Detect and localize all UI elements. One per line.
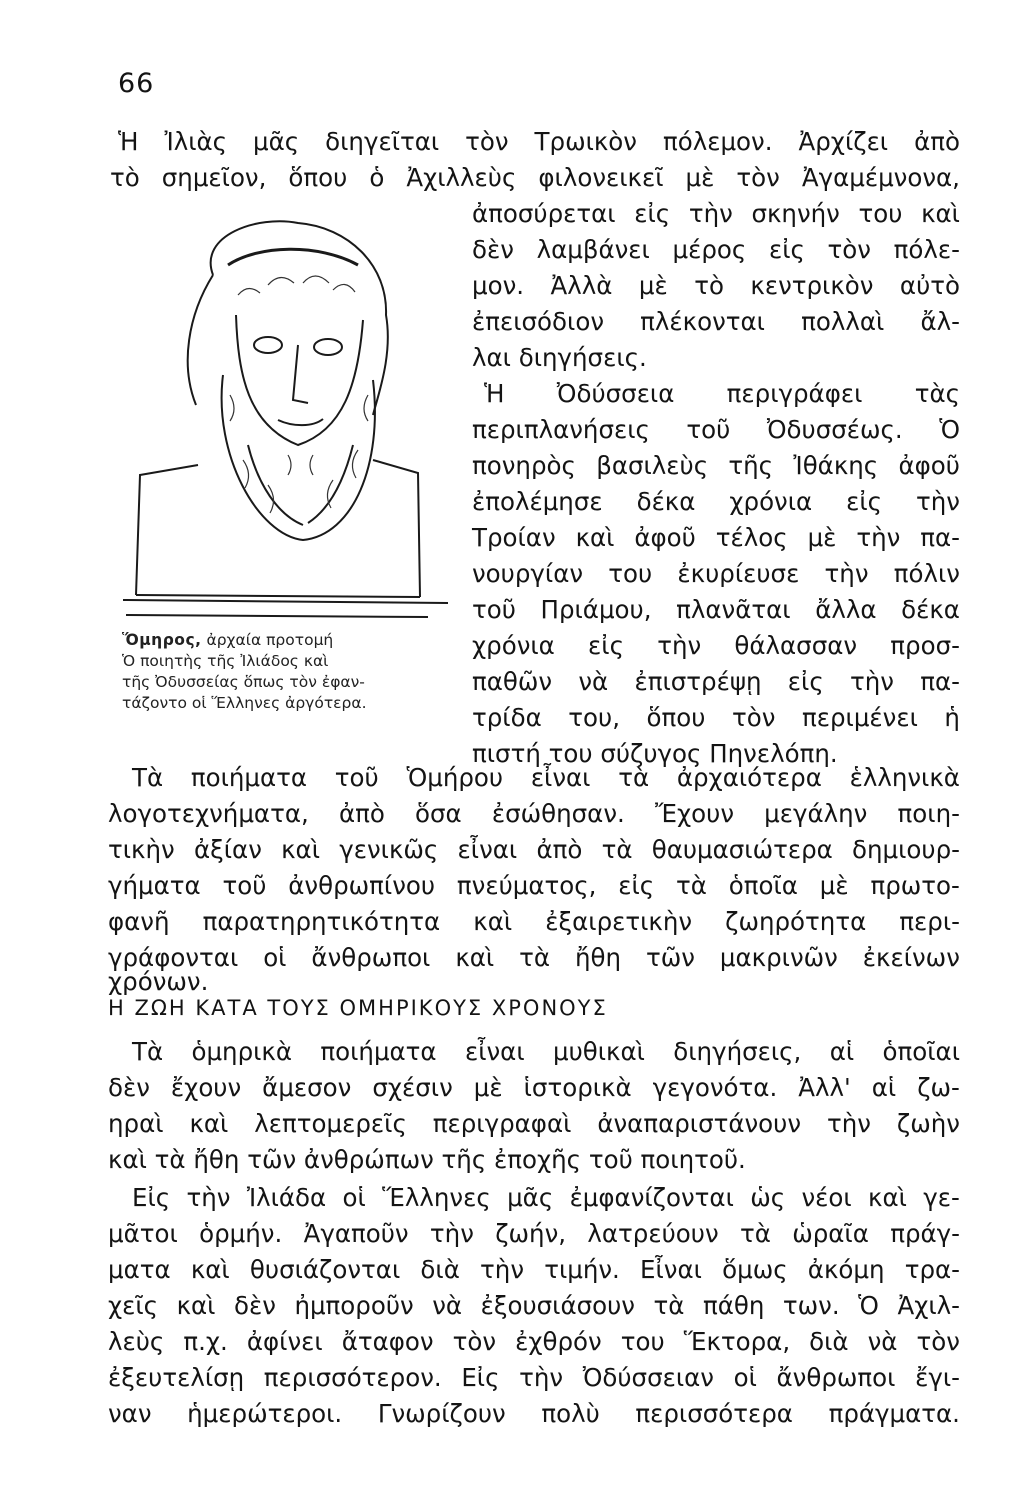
text-line (108, 1362, 960, 1394)
word: ἐπεισόδιον (472, 307, 604, 336)
text-line (472, 306, 960, 338)
word: μον. (472, 271, 525, 300)
word: δέκα (901, 595, 960, 624)
word: Ἰλιὰς (164, 127, 228, 156)
word: ἀναπαριστάνουν (597, 1109, 802, 1138)
word: μὲ (638, 271, 668, 300)
word: τὰ (519, 943, 551, 972)
text-line (472, 702, 960, 734)
word: σημεῖον, (161, 163, 267, 192)
word: τὴν (856, 523, 901, 552)
word: διηγήσεις, (673, 1037, 802, 1066)
text-line (472, 450, 960, 482)
word: οἱ (263, 943, 287, 972)
word: μακρινῶν (719, 943, 838, 972)
word: τὸν (465, 127, 509, 156)
word: τέλος (715, 523, 788, 552)
word: εἰς (846, 487, 883, 516)
text-line (472, 342, 960, 374)
word: βασιλεὺς (596, 451, 709, 480)
text-line (108, 1072, 960, 1104)
word: τὸ (694, 271, 724, 300)
word: πόλε- (893, 235, 960, 264)
word: τὴν (519, 1363, 564, 1392)
word: μὲ (807, 523, 837, 552)
text-line (132, 1036, 960, 1068)
word: ἔχουν (170, 1073, 242, 1102)
word: γε- (923, 1183, 960, 1212)
text-line (108, 1254, 960, 1286)
text-line (472, 594, 960, 626)
word: ἀπὸ (914, 127, 960, 156)
word: πονηρὸς (472, 451, 576, 480)
word: καὶ (176, 1291, 216, 1320)
word: τὴν (826, 1109, 871, 1138)
word: Ἕκτορα, (683, 1327, 791, 1356)
word: λαμβάνει (536, 235, 650, 264)
word: δὲν (108, 1073, 150, 1102)
word: ἀπὸ (338, 799, 385, 828)
word: ὁ (369, 163, 385, 192)
word: τὸ (110, 163, 140, 192)
word: εἶναι (464, 1037, 525, 1066)
word: λατρεύουν (587, 1219, 719, 1248)
text-line (108, 798, 960, 830)
word: Τροίαν (472, 523, 556, 552)
word: πα- (920, 667, 960, 696)
word: ναν (108, 1399, 152, 1428)
word: Πριάμου, (540, 595, 652, 624)
word: παρατηρητικότητα (202, 907, 441, 936)
word: Ἀχιλλεὺς (406, 163, 517, 192)
caption-subtitle: ἀρχαία προτομή (206, 631, 334, 649)
line-text: χρόνων. (108, 967, 209, 996)
word: τὴν (186, 1183, 231, 1212)
word: Ἰλιάδα (246, 1183, 327, 1212)
word: παθῶν (472, 667, 553, 696)
word: ὅπου (646, 703, 706, 732)
word: Ὀδύσσεια (556, 379, 675, 408)
word: μὲ (819, 871, 849, 900)
word: Εἰς (461, 1363, 500, 1392)
word: τρα- (904, 1255, 960, 1284)
word: τὴν (657, 631, 702, 660)
word: καὶ (455, 943, 495, 972)
word: ἑλληνικὰ (849, 763, 960, 792)
word: εἰς (787, 667, 824, 696)
word: Ἕλληνες (382, 1183, 491, 1212)
word: φανῆ (108, 907, 170, 936)
bust-drawing (118, 205, 448, 625)
word: ὁμηρικὰ (191, 1037, 293, 1066)
word: καὶ (473, 907, 513, 936)
word: Τὰ (132, 763, 164, 792)
word: ἐκυρίευσε (677, 559, 800, 588)
word: ἄταφον (341, 1327, 434, 1356)
word: καὶ (190, 1255, 230, 1284)
word: εἶναι (457, 835, 518, 864)
word: τρίδα (472, 703, 542, 732)
word: Ἀγαποῦν (303, 1219, 409, 1248)
word: τὴν (849, 667, 894, 696)
word: π.χ. (183, 1327, 228, 1356)
word: τὰ (653, 1291, 685, 1320)
line-text: λαι διηγήσεις. (472, 343, 647, 372)
text-line (472, 486, 960, 518)
word: ἀφοῦ (898, 451, 960, 480)
text-line (108, 1326, 960, 1358)
word: του, (568, 703, 620, 732)
word: ποιη- (897, 799, 960, 828)
word: του (858, 199, 903, 228)
page-number: 66 (118, 68, 155, 99)
homer-bust-illustration (118, 205, 448, 625)
word: ὁρμήν. (199, 1219, 283, 1248)
word: θαυμασιώτερα (651, 835, 833, 864)
word: οἱ (733, 1363, 757, 1392)
word: τοῦ (222, 871, 267, 900)
word: πολλαὶ (801, 307, 885, 336)
word: ὁποῖαι (882, 1037, 960, 1066)
word: δημιουρ- (852, 835, 960, 864)
word: χεῖς (108, 1291, 159, 1320)
word: ἀξίαν (193, 835, 262, 864)
word: ἔγι- (915, 1363, 960, 1392)
line-text: καὶ τὰ ἤθη τῶν ἀνθρώπων τῆς ἐποχῆς τοῦ ποιητοῦ. (108, 1145, 746, 1174)
word: μᾶς (507, 1183, 554, 1212)
word: σκηνήν (751, 199, 840, 228)
word: ἐξουσιάσουν (480, 1291, 635, 1320)
word: πλέκονται (640, 307, 765, 336)
word: πόλιν (893, 559, 960, 588)
word: εἰς (618, 871, 655, 900)
word: ἐμφανίζονται (569, 1183, 734, 1212)
word: Ὁ (939, 415, 960, 444)
word: λογοτεχνήματα, (108, 799, 309, 828)
word: ζω- (917, 1073, 960, 1102)
word: δὲν (472, 235, 514, 264)
word: ἄλλα (815, 595, 877, 624)
word: μέρος (672, 235, 747, 264)
word: τικὴν (108, 835, 175, 864)
word: πόλεμον. (662, 127, 773, 156)
word: Ἰθάκης (793, 451, 879, 480)
word: νὰ (432, 1291, 463, 1320)
word: δέκα (636, 487, 696, 516)
word: ἡ (944, 703, 960, 732)
word: τὸν (452, 1327, 497, 1356)
word: τὸν (827, 235, 871, 264)
word: μυθικαὶ (552, 1037, 645, 1066)
text-line (472, 522, 960, 554)
word: Εἶναι (640, 1255, 702, 1284)
text-line (108, 1398, 960, 1430)
word: προσ- (890, 631, 960, 660)
word: ἐσώθησαν. (491, 799, 625, 828)
figure-caption (122, 630, 452, 714)
word: πλανᾶται (676, 595, 791, 624)
word: πρωτο- (870, 871, 960, 900)
word: Τρωικὸν (534, 127, 637, 156)
word: θάλασσαν (734, 631, 858, 660)
word: Ἀχιλ- (897, 1291, 960, 1320)
word: Εἰς (132, 1183, 171, 1212)
word: χρόνια (472, 631, 555, 660)
word: πα- (920, 523, 960, 552)
text-line (108, 1144, 960, 1176)
word: λεπτομερεῖς (254, 1109, 407, 1138)
word: ἐχθρόν (515, 1327, 602, 1356)
word: Ὁ (858, 1291, 879, 1320)
word: Τὰ (132, 1037, 164, 1066)
word: ματα (108, 1255, 171, 1284)
text-line (472, 198, 960, 230)
word: γενικῶς (339, 835, 439, 864)
text-line (108, 1290, 960, 1322)
caption-line: Ὁ ποιητὴς τῆς Ἰλιάδος καὶ (122, 652, 329, 670)
word: μὲ (473, 1073, 503, 1102)
word: θυσιάζονται (249, 1255, 401, 1284)
word: ἀρχαιότερα (676, 763, 822, 792)
word: καὶ (921, 199, 960, 228)
word: περιγράφει (726, 379, 863, 408)
word: ποιήματα (190, 763, 308, 792)
word: Ἡ (484, 379, 505, 408)
word: οἱ (342, 1183, 366, 1212)
word: πνεύματος, (456, 871, 597, 900)
word: τὰ (739, 1219, 771, 1248)
word: περιμένει (801, 703, 918, 732)
word: εἰς (634, 199, 671, 228)
word: ἀκόμη (807, 1255, 885, 1284)
word: τὰ (601, 835, 633, 864)
word: ἀφοῦ (634, 523, 696, 552)
word: τῆς (728, 451, 774, 480)
word: τὴν (429, 1219, 474, 1248)
text-line (108, 1108, 960, 1140)
word: ὡραῖα (792, 1219, 869, 1248)
word: τοῦ (686, 415, 731, 444)
word: δὲν (234, 1291, 276, 1320)
word: ηραὶ (108, 1109, 164, 1138)
word: Ὁμήρου (406, 763, 504, 792)
word: ἄμεσον (262, 1073, 352, 1102)
word: διηγεῖται (325, 127, 440, 156)
text-line (472, 558, 960, 590)
word: Γνωρίζουν (377, 1399, 506, 1428)
word: περισσότερον. (263, 1363, 442, 1392)
word: κεντρικὸν (750, 271, 874, 300)
word: τὴν (688, 199, 733, 228)
word: ἐξευτελίσῃ (108, 1363, 245, 1392)
word: γήματα (108, 871, 201, 900)
word: ἡμερώτεροι. (187, 1399, 343, 1428)
word: μᾶς (253, 127, 300, 156)
word: Ἀλλ' (798, 1073, 851, 1102)
word: πράγ- (890, 1219, 960, 1248)
word: περιπλανήσεις (472, 415, 650, 444)
word: τὸν (916, 1327, 960, 1356)
word: τὸν (736, 163, 780, 192)
word: Ἀλλὰ (550, 271, 613, 300)
line-text: πιστή του σύζυγος Πηνελόπη. (472, 739, 838, 768)
text-line (108, 870, 960, 902)
word: εἰς (768, 235, 805, 264)
word: ἐπιστρέψῃ (634, 667, 762, 696)
word: τῶν (646, 943, 695, 972)
word: πολὺ (541, 1399, 600, 1428)
word: ἐπολέμησε (472, 487, 603, 516)
word: περι- (899, 907, 960, 936)
word: νέοι (801, 1183, 852, 1212)
word: ὅσα (415, 799, 462, 828)
word: αἱ (829, 1037, 855, 1066)
word: ἀποσύρεται (472, 199, 616, 228)
word: τὰ (618, 763, 650, 792)
word: Ὀδύσσειαν (582, 1363, 714, 1392)
word: πάθη (702, 1291, 765, 1320)
word: ἤθη (575, 943, 622, 972)
word: αἱ (871, 1073, 897, 1102)
word: διὰ (809, 1327, 849, 1356)
text-line (108, 1218, 960, 1250)
caption-title: Ὅμηρος, (122, 631, 202, 649)
caption-line (122, 630, 452, 651)
word: ἀνθρωπίνου (288, 871, 436, 900)
word: ἠμποροῦν (294, 1291, 414, 1320)
text-line (108, 906, 960, 938)
word: εἰς (588, 631, 624, 660)
text-line (108, 834, 960, 866)
text-line (132, 1182, 960, 1214)
text-line (132, 762, 960, 794)
word: ἐξαιρετικὴν (545, 907, 693, 936)
word: καὶ (575, 523, 615, 552)
word: Ὀδυσσέως. (766, 415, 903, 444)
text-line (472, 414, 960, 446)
word: νὰ (578, 667, 609, 696)
word: τὰς (914, 379, 960, 408)
word: ζωήν, (495, 1219, 567, 1248)
word: αὐτὸ (899, 271, 960, 300)
word: διὰ (420, 1255, 460, 1284)
word: τὸν (732, 703, 776, 732)
word: καὶ (189, 1109, 229, 1138)
caption-line: τῆς Ὀδυσσείας ὅπως τὸν ἐφαν- (122, 673, 365, 691)
word: ὁποῖα (728, 871, 798, 900)
word: ἄνθρωποι (311, 943, 431, 972)
text-line (110, 162, 960, 194)
word: μὲ (685, 163, 715, 192)
word: τὴν (916, 487, 960, 516)
text-line (484, 378, 960, 410)
word: λεὺς (108, 1327, 165, 1356)
word: Ἀγαμέμνονα, (801, 163, 960, 192)
word: περισσότερα (635, 1399, 793, 1428)
word: ἀφίνει (246, 1327, 323, 1356)
word: Ἡ (118, 127, 139, 156)
word: καὶ (281, 835, 320, 864)
word: τοῦ (334, 763, 379, 792)
section-heading: Η ΖΩΗ ΚΑΤΑ ΤΟΥΣ ΟΜΗΡΙΚΟΥΣ ΧΡΟΝΟΥΣ (108, 996, 608, 1020)
word: πράγματα. (828, 1399, 960, 1428)
word: ἀπὸ (536, 835, 583, 864)
word: ὅπου (288, 163, 348, 192)
word: γράφονται (108, 943, 239, 972)
word: μᾶτοι (108, 1219, 178, 1248)
word: καὶ (868, 1183, 907, 1212)
word: μεγάλην (764, 799, 868, 828)
text-line (472, 234, 960, 266)
word: ζωηρότητα (725, 907, 867, 936)
word: ἱστορικὰ (523, 1073, 632, 1102)
word: των. (782, 1291, 840, 1320)
word: Ἀρχίζει (798, 127, 889, 156)
word: ἄλ- (920, 307, 960, 336)
word: εἶναι (530, 763, 591, 792)
word: τοῦ (472, 595, 516, 624)
word: ἄνθρωποι (776, 1363, 896, 1392)
word: γεγονότα. (652, 1073, 778, 1102)
caption-line: τάζοντο οἱ Ἕλληνες ἀργότερα. (122, 694, 367, 712)
word: ὡς (750, 1183, 786, 1212)
word: χρόνια (729, 487, 813, 516)
word: φιλονεικεῖ (538, 163, 664, 192)
word: ζωὴν (896, 1109, 960, 1138)
word: τὴν (824, 559, 869, 588)
word: τιμήν. (544, 1255, 620, 1284)
text-line (108, 966, 960, 998)
word: νὰ (867, 1327, 898, 1356)
text-line (472, 630, 960, 662)
text-line (118, 126, 960, 158)
word: σχέσιν (372, 1073, 453, 1102)
word: τὴν (480, 1255, 525, 1284)
text-line (472, 666, 960, 698)
word: τὰ (676, 871, 707, 900)
text-line (472, 270, 960, 302)
word: του (620, 1327, 665, 1356)
word: ποιήματα (320, 1037, 437, 1066)
word: ἐκείνων (862, 943, 960, 972)
word: ὅμως (722, 1255, 788, 1284)
word: του (608, 559, 653, 588)
word: περιγραφαὶ (432, 1109, 572, 1138)
word: νουργίαν (472, 559, 584, 588)
word: Ἔχουν (654, 799, 734, 828)
